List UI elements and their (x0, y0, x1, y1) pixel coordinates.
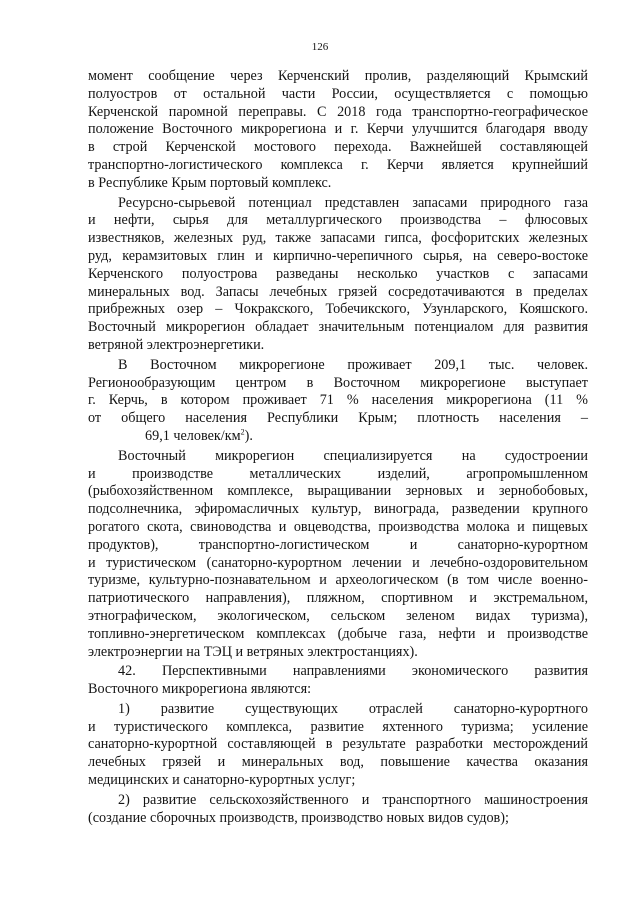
line-text: рогатого скота, свиноводства и овцеводства, производства молока и пищевых (88, 518, 588, 535)
line-text: Ресурсно-сырьевой потенциал представлен запасами природного газа (118, 194, 588, 211)
text-line (88, 121, 588, 139)
text-line (88, 810, 588, 828)
document-body (88, 68, 588, 827)
text-line (88, 701, 588, 719)
line-text: и туристическом (санаторно-курортном лечении и лечебно-оздоровительном (88, 554, 588, 571)
line-text: 42. Перспективными направлениями экономического развития (118, 663, 588, 680)
line-text: Восточный микрорегион обладает значительным потенциалом для развития (88, 319, 588, 336)
line-text: 69,1 человек/км (145, 427, 241, 444)
text-line (88, 572, 588, 590)
line-text: Восточного микрорегиона являются: (88, 681, 312, 698)
text-line (88, 301, 588, 319)
line-text: и туристического комплекса, развитие яхтенного туризма; усиление (88, 718, 588, 735)
text-line (88, 483, 588, 501)
text-line (88, 195, 588, 213)
text-line (88, 104, 588, 122)
text-line (88, 337, 588, 355)
line-text: и производстве металлических изделий, агропромышленном (88, 465, 588, 482)
text-line (88, 230, 588, 248)
text-line (88, 736, 588, 754)
line-text: санаторно-курортной составляющей в результате разработки месторождений (88, 736, 588, 753)
text-line (88, 139, 588, 157)
line-text: 1) развитие существующих отраслей санаторно-курортного (118, 700, 588, 717)
line-text: положение Восточного микрорегиона и г. Керчи улучшится благодаря вводу (88, 121, 588, 138)
text-line (88, 448, 588, 466)
line-text: лечебных грязей и минеральных вод, повышение качества оказания (88, 754, 588, 771)
text-line (88, 644, 588, 662)
text-line (88, 392, 588, 410)
line-text: Керченского полуострова разведаны несколько участков с запасами (88, 265, 588, 282)
text-line (88, 772, 588, 790)
superscript: 2 (240, 427, 245, 437)
text-line (88, 68, 588, 86)
text-line (88, 157, 588, 175)
text-line (88, 375, 588, 393)
text-line (88, 608, 588, 626)
page-number: 126 (311, 41, 329, 53)
line-text: топливно-энергетическом комплексах (добыче газа, нефти и производстве (88, 625, 588, 642)
line-text: электроэнергии на ТЭЦ и ветряных электростанциях). (88, 643, 418, 660)
line-text: руд, керамзитовых глин и кирпично-черепичного сырья, на северо-востоке (88, 247, 588, 264)
line-text: минеральных вод. Запасы лечебных грязей сосредотачиваются в пределах (88, 283, 588, 300)
text-line (88, 626, 588, 644)
text-line (88, 590, 588, 608)
line-text: патриотического направления), пляжном, спортивном и экстремальном, (88, 590, 588, 607)
line-text: от общего населения Республики Крым; плотность населения – (88, 410, 588, 427)
line-text: и нефти, сырья для металлургического производства – флюсовых (88, 212, 588, 229)
text-line (88, 86, 588, 104)
line-text: известняков, железных руд, также запасами гипса, фосфоритских железных (88, 230, 588, 247)
text-line (88, 248, 588, 266)
line-text: прибрежных озер – Чокракского, Тобечикского, Узунларского, Кояшского. (88, 301, 588, 318)
text-line (88, 266, 588, 284)
line-text: Регионообразующим центром в Восточном микрорегионе выступает (88, 374, 588, 391)
line-text: момент сообщение через Керченский пролив, разделяющий Крымский (88, 68, 588, 84)
line-text: туризме, культурно-познавательном и археологическом (в том числе военно- (88, 572, 588, 589)
line-text: транспортно-логистического комплекса г. Керчи является крупнейший (88, 156, 588, 173)
line-text: продуктов), транспортно-логистическом и санаторно-курортном (88, 536, 588, 553)
text-line (88, 719, 588, 737)
line-text: (рыбохозяйственном комплексе, выращивании зерновых и зернобобовых, (88, 483, 588, 500)
text-line (88, 410, 588, 428)
text-line (88, 754, 588, 772)
line-text: полуостров от остальной части России, осуществляется с помощью (88, 85, 588, 102)
text-line (88, 519, 588, 537)
text-line (88, 501, 588, 519)
line-text: подсолнечника, эфиромасличных культур, винограда, разведении крупного (88, 501, 588, 518)
text-line (88, 537, 588, 555)
text-line (88, 212, 588, 230)
line-text: Восточный микрорегион специализируется на судостроении (118, 447, 588, 464)
text-line (88, 357, 588, 375)
line-text: Керченской паромной переправы. С 2018 года транспортно-географическое (88, 103, 588, 120)
line-text: в Республике Крым портовый комплекс. (88, 174, 332, 191)
line-text: ветряной электроэнергетики. (88, 336, 265, 353)
line-text: (создание сборочных производств, производство новых видов судов); (88, 809, 509, 826)
text-line (88, 466, 588, 484)
line-text: этнографическом, экологическом, сельском зеленом видах туризма), (88, 607, 588, 624)
line-text: медицинских и санаторно-курортных услуг; (88, 772, 356, 789)
text-line (88, 663, 588, 681)
text-line (88, 555, 588, 573)
text-line (88, 792, 588, 810)
line-text-tail: ). (244, 427, 253, 444)
line-text: в строй Керченской мостового перехода. Важнейшей составляющей (88, 139, 588, 156)
line-text: В Восточном микрорегионе проживает 209,1 тыс. человек. (118, 356, 588, 373)
text-line (88, 284, 588, 302)
text-line (88, 319, 588, 337)
text-line (88, 681, 588, 699)
text-line (88, 428, 588, 446)
line-text: 2) развитие сельскохозяйственного и транспортного машиностроения (118, 791, 588, 808)
line-text: г. Керчь, в котором проживает 71 % населения микрорегиона (11 % (88, 392, 588, 409)
text-line (88, 175, 588, 193)
